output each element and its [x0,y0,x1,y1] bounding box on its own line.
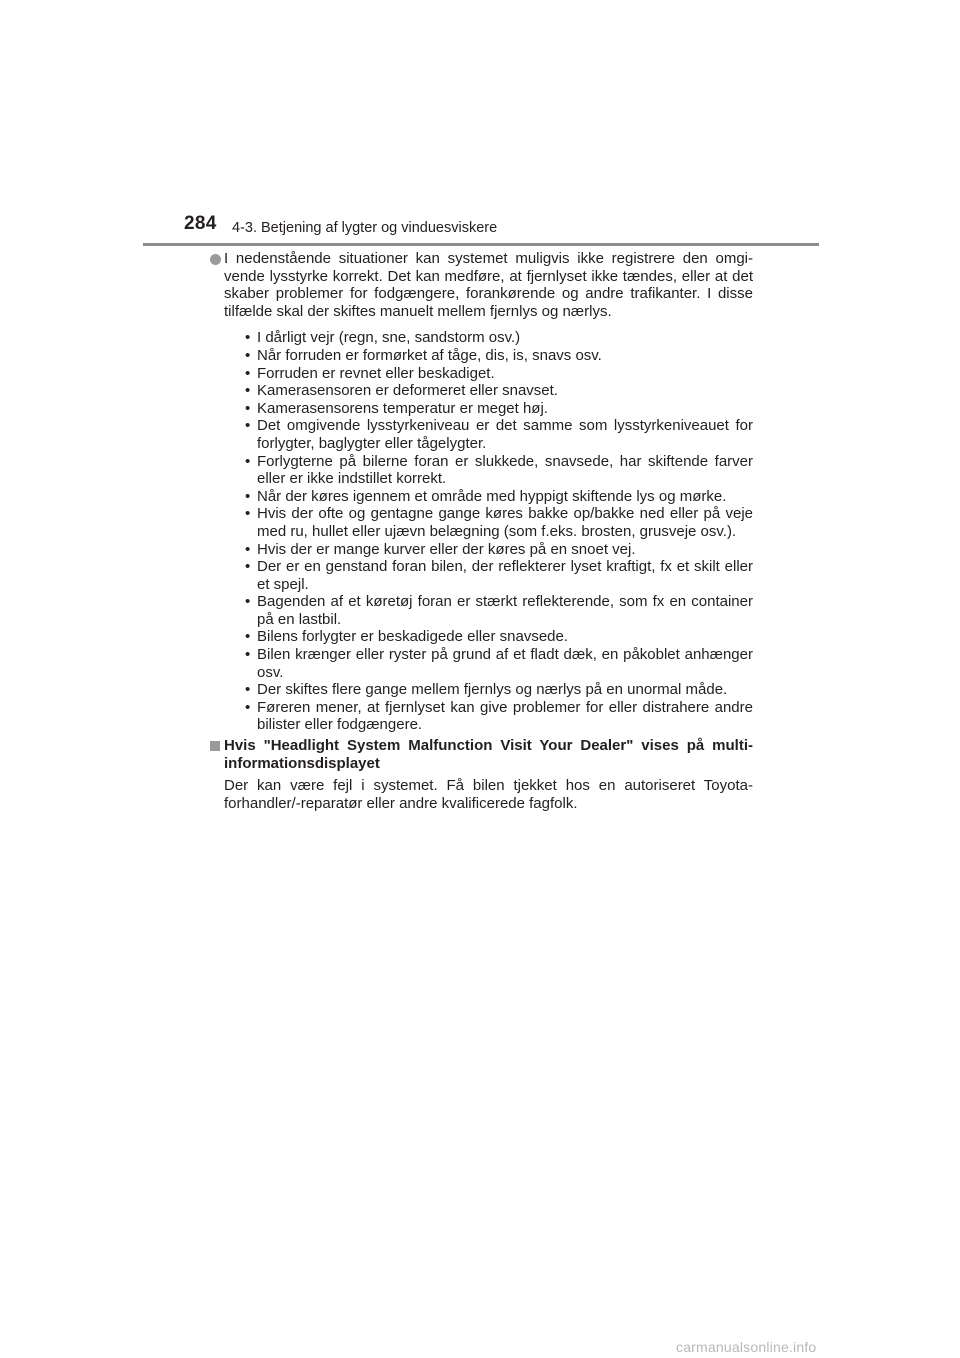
page-number: 284 [184,213,217,234]
list-item-text: Der er en genstand foran bilen, der reflekterer lyset kraftigt, fx et skilt eller et spejl. [257,558,753,593]
bullet-icon: • [245,646,251,664]
bullet-icon: • [245,628,251,646]
bullet-icon: • [245,540,251,558]
list-item [240,382,753,400]
bullet-icon: • [245,346,251,364]
intro-paragraph: I nedenstående situationer kan systemet muligvis ikke registrere den omgi-vende lysstyrke korrekt. Det kan medføre, at fjernlyset ikke tændes, eller at det skaber problemer for fodgængere, forankørende og andre trafikanter. I disse tilfælde skal der skiftes manuelt mellem fjernlys og nærlys. [224,250,753,320]
list-item [240,488,753,506]
list-item [240,417,753,452]
list-item-text: Kamerasensorens temperatur er meget høj. [257,399,548,417]
list-item-text: Kamerasensoren er deformeret eller snavset. [257,382,558,400]
list-item-text: Der skiftes flere gange mellem fjernlys og nærlys på en unormal måde. [257,681,728,699]
list-item [240,400,753,418]
list-item-text: Forlygterne på bilerne foran er slukkede, snavsede, har skiftende farver eller er ikke indstillet korrekt. [257,452,753,488]
notice-heading: Hvis "Headlight System Malfunction Visit Your Dealer" vises på multi-informationsdisplayet [224,737,753,772]
watermark: carmanualsonline.info [676,1339,817,1355]
list-item [240,505,753,540]
list-item [240,558,753,593]
bullet-icon: • [245,329,251,347]
list-item [240,365,753,383]
list-item-text: Det omgivende lysstyrkeniveau er det samme som lysstyrkeniveauet for forlygter, baglygter eller tågelygter. [257,417,753,452]
header-divider [143,243,819,246]
bullet-icon: • [245,593,251,611]
notice-block [208,737,753,812]
list-item-text: Hvis der er mange kurver eller der køres på en snoet vej. [257,540,636,558]
bullet-icon: • [245,558,251,576]
list-item [240,628,753,646]
list-item-text: Bagenden af et køretøj foran er stærkt reflekterende, som fx en container på en lastbil. [257,593,753,628]
bullet-icon: • [245,364,251,382]
page-content [208,250,753,812]
list-item-text: Bilens forlygter er beskadigede eller snavsede. [257,628,569,646]
bullet-icon: • [245,417,251,435]
bullet-icon: • [245,452,251,470]
list-item [240,646,753,681]
page-header [0,0,960,248]
bullet-icon: • [245,681,251,699]
list-item-text: Når forruden er formørket af tåge, dis, is, snavs osv. [257,346,602,364]
bullet-icon: • [245,399,251,417]
list-item-text: Bilen krænger eller ryster på grund af et fladt dæk, en påkoblet anhænger osv. [257,646,753,681]
bullet-icon: • [245,698,251,716]
list-item [240,593,753,628]
list-item-text: Føreren mener, at fjernlyset kan give problemer for eller distrahere andre bilister eller fodgængere. [257,698,753,734]
list-item [240,699,753,734]
bullet-icon: • [245,382,251,400]
list-item [240,541,753,559]
list-item-text: Hvis der ofte og gentagne gange køres bakke op/bakke ned eller på veje med ru, hullet eller ujævn belægning (som f.eks. brosten, grusveje osv.). [257,505,753,540]
list-item-text: Forruden er revnet eller beskadiget. [257,364,495,382]
section-title: 4-3. Betjening af lygter og vinduesviskere [232,220,498,236]
list-item [240,329,753,347]
square-bullet-icon [210,741,220,751]
list-item [240,681,753,699]
list-item-text: I dårligt vejr (regn, sne, sandstorm osv.) [257,329,521,347]
notice-body: Der kan være fejl i systemet. Få bilen tjekket hos en autoriseret Toyota-forhandler/-reparatør eller andre kvalificerede fagfolk. [224,777,753,812]
circle-bullet-icon [210,254,221,265]
list-item [240,453,753,488]
bullet-icon: • [245,505,251,523]
list-item-text: Når der køres igennem et område med hyppigt skiftende lys og mørke. [257,487,727,505]
bullet-icon: • [245,487,251,505]
condition-list [240,329,753,734]
list-item [240,347,753,365]
intro-block [208,250,753,734]
